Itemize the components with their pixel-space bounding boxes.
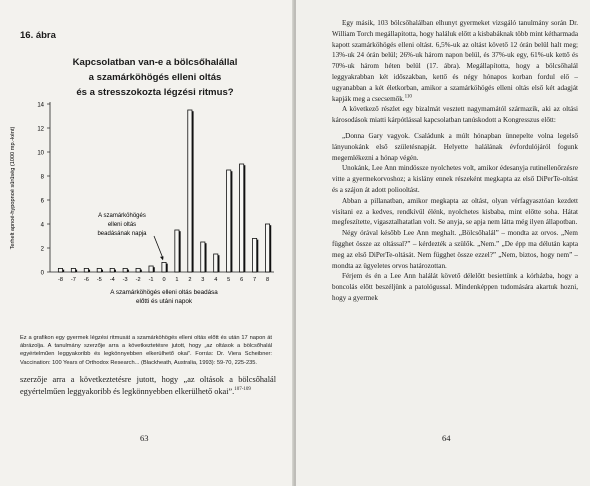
x-tick-label: -8 — [57, 277, 63, 283]
footnote-ref: 110 — [404, 94, 412, 100]
bar — [58, 268, 62, 272]
x-axis-label: előtti és utáni napok — [135, 298, 193, 305]
bar-shadow — [257, 240, 259, 272]
x-tick-label: -4 — [109, 277, 115, 283]
x-tick-label: 4 — [214, 277, 218, 283]
paragraph-text: Egy másik, 103 bölcsőhalálban elhunyt gyermeket vizsgáló tanulmány során Dr. William Torch megállapította, hogy haláluk előtt a kisbabáknak több mint kétharmada kapott szamárköhögés elleni oltást. 6,5%-uk az oltást követő 12 órán belül halt meg; 13%-uk 24 órán belül; 26%-uk három napon belül, és 37%-uk egy, 61%-uk kettő és 70%-uk három héten belül (17. ábra). Megállapította, hogy a bölcsőhalál leggyakrabban két időszakban, kettő és négy hónapos korban fordul elő – ugyanabban a két életkorban, amikor a szamárköhögés elleni oltás első két adagját kapják meg a csecsemők. — [332, 19, 578, 103]
bar — [188, 110, 192, 272]
bar-shadow — [179, 231, 181, 272]
x-tick-label: -3 — [122, 277, 128, 283]
x-tick-label: 7 — [253, 277, 257, 283]
y-tick-label: 2 — [40, 246, 44, 253]
bar-shadow — [270, 225, 272, 272]
paragraph-text: Férjem és én a Lee Ann halálát követő délelőtt besiettünk a kórházba, hogy a boncolás előtt beszéljünk a patológussal. Mindenképpen tudomására akartuk hozni, hogy a gyermek — [332, 272, 578, 302]
bar-shadow — [140, 270, 142, 272]
paragraph — [332, 228, 578, 271]
left-page — [0, 0, 294, 486]
bar — [110, 268, 114, 272]
annotation-arrowhead — [160, 256, 164, 260]
y-tick-label: 4 — [40, 222, 44, 229]
paragraph — [332, 271, 578, 303]
paragraph-text: Négy órával később Lee Ann meghalt. „Bölcsőhalál” – mondta az orvos. „Nem függhet össze az oltással?” – kérdezték a szülők. „Nem.” „De épp ma délután kapta meg az első DiPerTe-oltását. Nem függhet össze ezzel?” „Nem, biztos, hogy nem” – mondta az ügyeletes orvos határozottan. — [332, 229, 578, 270]
x-tick-label: 1 — [175, 277, 179, 283]
bar-shadow — [205, 243, 207, 272]
body-text-left — [20, 374, 276, 399]
annotation-text: beadásának napja — [97, 231, 147, 237]
x-tick-label: 8 — [265, 277, 270, 283]
x-tick-label: 3 — [201, 277, 205, 283]
bar-shadow — [244, 165, 246, 272]
figure-title — [40, 55, 270, 100]
bar — [240, 164, 244, 272]
page-number-right: 64 — [442, 433, 451, 443]
x-tick-label: 2 — [188, 277, 192, 283]
figure-title-line: és a stresszokozta légzési ritmus? — [76, 87, 234, 98]
bar-shadow — [63, 270, 65, 272]
figure-title-line: a szamárköhögés elleni oltás — [88, 72, 222, 83]
figure-title-line: Kapcsolatban van-e a bölcsőhalállal — [72, 57, 238, 68]
right-page — [296, 0, 590, 486]
bar-shadow — [218, 255, 220, 272]
bar-shadow — [76, 270, 78, 272]
x-tick-label: -2 — [135, 277, 141, 283]
y-tick-label: 14 — [37, 102, 44, 109]
page-number-left: 63 — [140, 433, 149, 443]
bar-shadow — [231, 171, 233, 272]
paragraph — [332, 163, 578, 195]
bar — [149, 266, 153, 272]
bar — [162, 262, 166, 272]
y-tick-label: 12 — [37, 126, 44, 133]
bar-shadow — [88, 270, 90, 272]
x-tick-label: -5 — [96, 277, 102, 283]
y-tick-label: 6 — [40, 198, 44, 205]
annotation-arrow — [154, 236, 163, 258]
y-tick-label: 0 — [40, 270, 44, 277]
y-axis-label: Terhelt apnoé-hypopnoé sűrűség (1000 mp.-ként) — [10, 126, 16, 250]
bar — [252, 238, 256, 272]
y-tick-label: 8 — [40, 174, 44, 181]
bar — [136, 268, 140, 272]
body-text-right — [332, 18, 578, 304]
paragraph — [332, 196, 578, 228]
bar — [227, 170, 231, 272]
bar — [71, 268, 75, 272]
bar — [265, 224, 269, 272]
paragraph-text: Abban a pillanatban, amikor megkapta az oltást, olyan vérfagyasztóan kezdett visítani ez a kedves, rendkívül élénk, nyolchetes kisbaba, mint előtte soha. Hátat megfeszítette, vigasztalhatatlan volt. Se anyja, se apja nem látta még ilyen állapotban. — [332, 196, 578, 227]
paragraph-text: A következő részlet egy bizalmát vesztett nagymamától származik, aki az oltási károsodások miatti kárpótlással kapcsolatban tanúskodott a Kongresszus előtt: — [332, 105, 578, 125]
x-tick-label: 6 — [240, 277, 244, 283]
footnote-ref: 107-109 — [234, 387, 251, 393]
bar-shadow — [166, 264, 168, 272]
bar — [97, 268, 101, 272]
paragraph-text: „Donna Gary vagyok. Családunk a múlt hónapban ünnepelte volna legelső lányunokánk első születésnapját. Helyette halálának évfordulójáról fogunk megemlékezni a hónap végén. — [332, 131, 578, 162]
bar-shadow — [192, 111, 194, 272]
bar — [201, 242, 205, 272]
paragraph — [332, 104, 578, 126]
bar — [175, 230, 179, 272]
figure-label: 16. ábra — [20, 30, 56, 41]
bar-shadow — [127, 270, 129, 272]
figure-caption: Ez a grafikon egy gyermek légzési ritmusát a szamárköhögés elleni oltás előtt és után 17 napon át ábrázolja. A tanulmány szerzője arra a következtetésre jutott, hogy „az oltások a bölcsőhalál egyértelműen leggyakoribb és legkönnyebben elkerülhető okai”. Forrás: Dr. Viera Scheibner: Vaccination: 100 Years of Orthodox Research... (Blackheath, Australia, 1993): 59-70, 225-235. — [20, 335, 272, 366]
annotation-text: A szamárköhögés — [98, 213, 146, 219]
x-tick-label: 0 — [162, 277, 166, 283]
apnea-bar-chart — [4, 96, 288, 310]
paragraph — [332, 131, 578, 163]
bar-shadow — [101, 270, 103, 272]
paragraph-text: Unokánk, Lee Ann mindössze nyolchetes volt, amikor édesanyja rutinellenőrzésre vitte a gyermekorvoshoz; a kislány ennek részeként megkapta az első DiPerTe-oltást és a szájon át adott poliooltást. — [332, 164, 578, 194]
bar — [214, 254, 218, 272]
paragraph — [332, 18, 578, 104]
annotation-text: elleni oltás — [107, 222, 137, 228]
y-tick-label: 10 — [37, 150, 44, 157]
x-tick-label: -1 — [148, 277, 154, 283]
bar — [84, 268, 88, 272]
x-tick-label: 5 — [227, 277, 231, 283]
x-tick-label: -6 — [83, 277, 89, 283]
x-axis-label: A szamárköhögés elleni oltás beadása — [110, 289, 218, 296]
bar — [123, 268, 127, 272]
bar-shadow — [114, 270, 116, 272]
body-text: szerzője arra a következtetésre jutott, hogy „az oltások a bölcsőhalál egyértelműen leggyakoribb és legkönnyebben elkerülhető okai”. — [20, 375, 276, 397]
bar-shadow — [153, 267, 155, 272]
x-tick-label: -7 — [70, 277, 76, 283]
chart-container — [4, 96, 288, 310]
